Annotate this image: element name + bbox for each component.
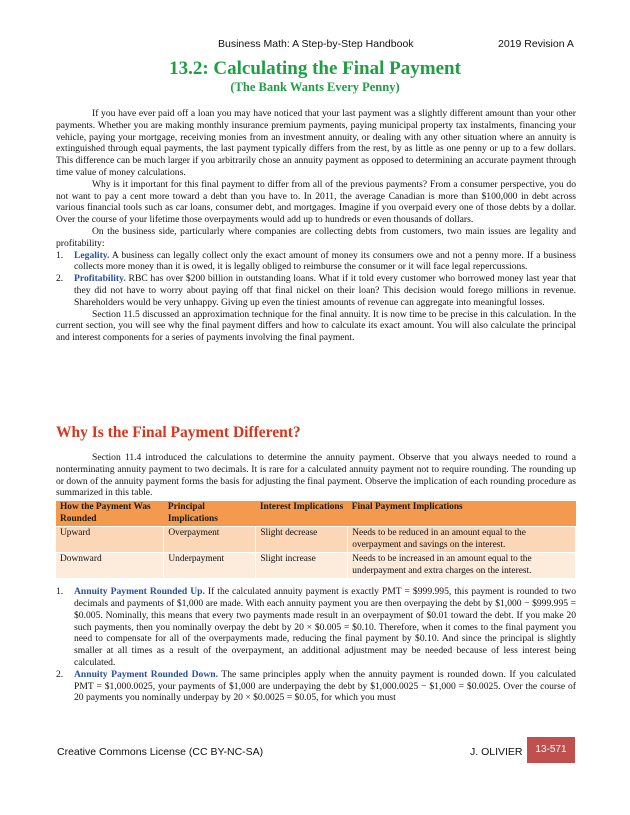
section-subtitle: (The Bank Wants Every Penny) — [230, 80, 400, 94]
why-body — [56, 452, 576, 704]
table-cell: Slight decrease — [256, 527, 348, 553]
intro-paragraph-3: On the business side, particularly where companies are collecting debts from customers, two main issues are legality and profitability: — [56, 225, 576, 249]
list-item-rounded-down — [56, 669, 576, 704]
why-paragraph-1: Section 11.4 introduced the calculations to determine the annuity payment. Observe that you always needed to round a nonterminating annuity payment to two decimals. It is rare for a calculated annuity payment not to require rounding. The rounding up or down of the annuity payment forms the basis for adjusting the final payment. Observe the implication of each rounding procedure as summarized in this table. — [56, 452, 576, 499]
table-header-cell: How the Payment Was Rounded — [56, 501, 164, 527]
table-cell: Overpayment — [164, 527, 256, 553]
table-cell: Needs to be reduced in an amount equal to the overpayment and savings on the interest. — [348, 527, 576, 553]
table-header-cell: Principal Implications — [164, 501, 256, 527]
term-legality: Legality. — [74, 249, 110, 261]
list-number: 2. — [56, 273, 64, 285]
table-header-cell: Final Payment Implications — [348, 501, 576, 527]
intro-paragraph-4: Section 11.5 discussed an approximation technique for the final annuity. It is now time to be precise in this calculation. In the current section, you will see why the final payment differs and how to calculate its exact amount. You will also calculate the principal and interest components for a series of payments involving the final payment. — [56, 308, 576, 344]
list-number: 1. — [56, 249, 64, 261]
list-number: 1. — [56, 586, 64, 598]
table-header-row — [56, 501, 576, 527]
footer-license: Creative Commons License (CC BY-NC-SA) — [57, 746, 264, 758]
list-text: If the calculated annuity payment is exactly PMT = $999.995, this payment is rounded to two decimals and payments of $1,000 are made. With each annuity payment you are then overpaying the debt by $1,000 − $999.995 = $0.005. Nominally, this means that every two payments made result in an overpayment of $0.01 toward the debt. If you make 20 such payments, then you nominally overpay the debt by 20 × $0.005 = $0.10. Therefore, when it comes to the final payment you need to compensate for all of the overpayments made, reducing the final payment by $0.10. And since the principal is slightly smaller at all times as a result of the overpayment, an additional adjustment may be needed because of less interest being calculated. — [74, 586, 576, 668]
list-item-rounded-up — [56, 586, 576, 669]
page-number-badge: 13-571 — [527, 737, 575, 763]
list-text: The same principles apply when the annuity payment is rounded down. If you calculated PMT = $1,000.0025, your payments of $1,000 are underpaying the debt by $1,000.0025 − $1,000 = $0.0025. Over the course of 20 payments you nominally underpay by 20 × $0.0025 = $0.05, for which you must — [74, 668, 576, 704]
table-row — [56, 553, 576, 579]
term-rounded-down: Annuity Payment Rounded Down. — [74, 668, 219, 680]
list-item-profitability — [56, 273, 576, 308]
list-item-legality — [56, 250, 576, 274]
running-header-title: Business Math: A Step-by-Step Handbook — [218, 38, 414, 50]
table-row — [56, 527, 576, 553]
intro-paragraph-2: Why is it important for this final payment to differ from all of the previous payments? From a consumer perspective, you do not want to pay a cent more toward a debt than you have to. In 2011, the average Canadian is more than $100,000 in debt across various financial tools such as car loans, consumer debt, and mortgages. Imagine if you overpaid every one of those debts by a dollar. Over the course of your lifetime those overpayments would add up to hundreds or even thousands of dollars. — [56, 178, 576, 226]
why-heading: Why Is the Final Payment Different? — [56, 424, 301, 441]
footer-author: J. OLIVIER — [470, 746, 523, 758]
table-cell: Upward — [56, 527, 164, 553]
table-cell: Needs to be increased in an amount equal to the underpayment and extra charges on the interest. — [348, 553, 576, 579]
list-text: A business can legally collect only the exact amount of money its consumers owe and not a penny more. If a business collects more money than it is owed, it is legally obliged to reimburse the consumer or it will face legal repercussions. — [74, 249, 576, 273]
table-cell: Downward — [56, 553, 164, 579]
section-title: 13.2: Calculating the Final Payment — [169, 58, 461, 79]
intro-paragraph-1: If you have ever paid off a loan you may have noticed that your last payment was a slightly different amount than your other payments. Whether you are making monthly insurance premium payments, paying municipal property tax instalments, financing your vehicle, paying your mortgage, receiving monies from an investment annuity, or dealing with any other situation where an annuity is extinguished through equal payments, the last payment typically differs from the rest, by as little as one penny or up to a few dollars. This difference can be much larger if you arbitrarily chose an annuity payment as opposed to determining an accurate payment through time value of money calculations. — [56, 108, 576, 178]
running-header-revision: 2019 Revision A — [498, 38, 574, 50]
list-text: RBC has over $200 billion in outstanding loans. What if it told every customer who borrowed money last year that they did not have to worry about paying off that final nickel on their loan? This decision would forego millions in revenue. Shareholders would be very unhappy. Giving up even the tiniest amounts of revenue can aggregate into meaningful losses. — [74, 273, 576, 308]
table-cell: Slight increase — [256, 553, 348, 579]
term-rounded-up: Annuity Payment Rounded Up. — [74, 586, 205, 598]
rounding-table — [56, 501, 576, 578]
intro-body — [56, 108, 576, 344]
table-cell: Underpayment — [164, 553, 256, 579]
term-profitability: Profitability. — [74, 273, 126, 285]
table-header-cell: Interest Implications — [256, 501, 348, 527]
list-number: 2. — [56, 668, 64, 680]
